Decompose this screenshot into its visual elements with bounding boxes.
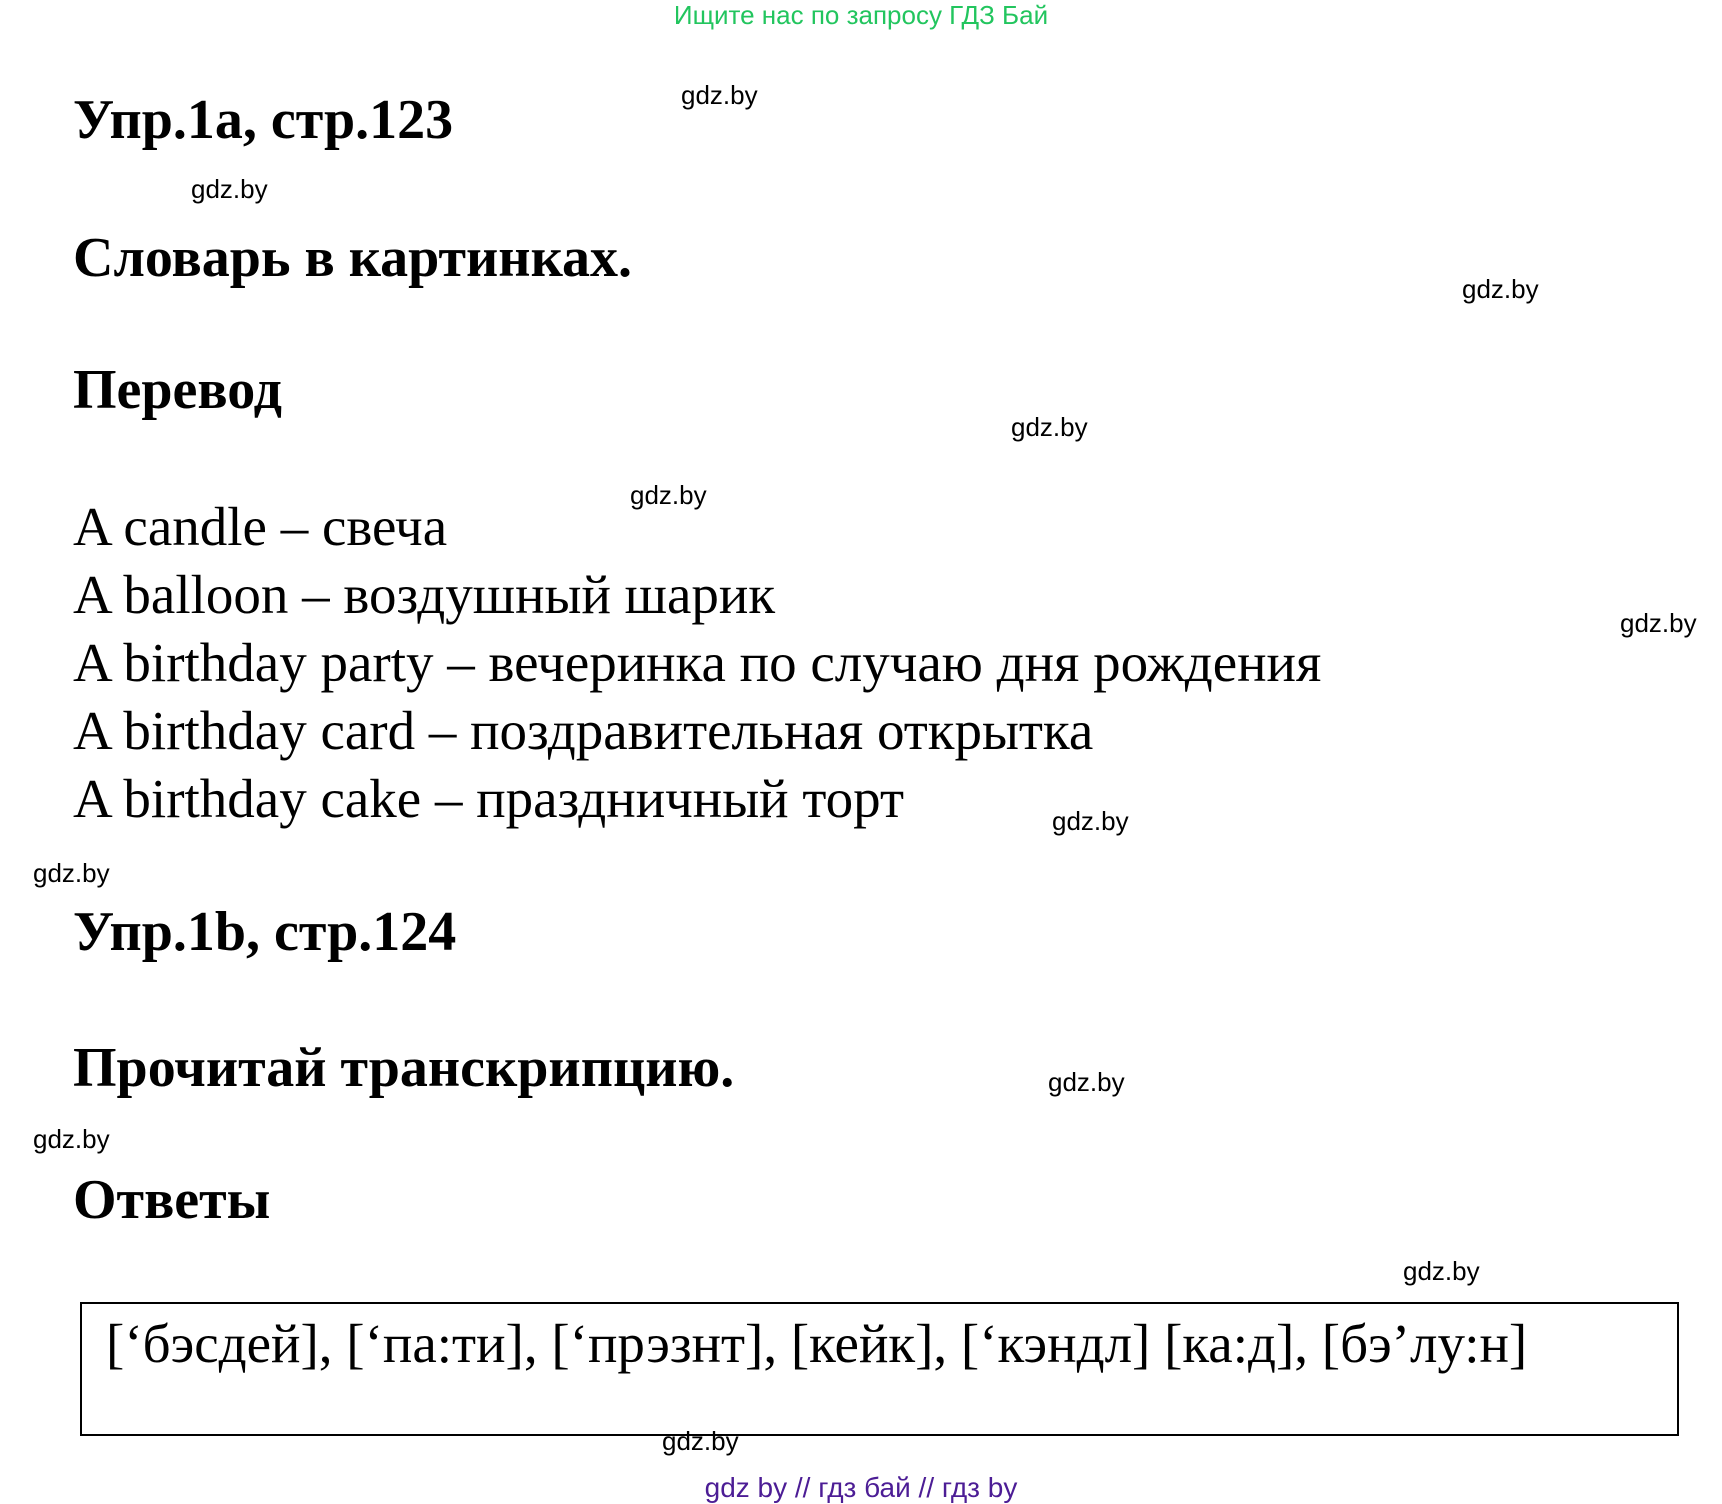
list-item: A birthday card – поздравительная открытка [73, 700, 1094, 761]
exercise-1a-section: Перевод [73, 359, 282, 421]
watermark: gdz.by [1620, 608, 1697, 638]
watermark: gdz.by [33, 1124, 110, 1154]
watermark: gdz.by [681, 80, 758, 110]
exercise-1b-title: Упр.1b, стр.124 [73, 901, 457, 963]
watermark: gdz.by [191, 174, 268, 204]
watermark: gdz.by [1011, 412, 1088, 442]
watermark: gdz.by [630, 480, 707, 510]
vocab-list [73, 493, 1321, 833]
watermark: gdz.by [1462, 274, 1539, 304]
watermark: gdz.by [1403, 1256, 1480, 1286]
answer-text: [‘бэсдей], [‘па:ти], [‘прэзнт], [кейк], [‘кэндл] [ка:д], [бэ’лу:н] [106, 1313, 1528, 1374]
exercise-1b-section: Ответы [73, 1169, 271, 1231]
answer-box [80, 1302, 1679, 1436]
exercise-1a-title: Упр.1a, стр.123 [73, 89, 454, 151]
list-item: A candle – свеча [73, 496, 448, 557]
list-item: A birthday cake – праздничный торт [73, 768, 904, 829]
footer: gdz by // гдз бай // гдз by [704, 1472, 1018, 1503]
list-item: A birthday party – вечеринка по случаю дня рождения [73, 632, 1322, 693]
exercise-1b-subtitle: Прочитай транскрипцию. [73, 1037, 735, 1099]
top-banner: Ищите нас по запросу ГДЗ Бай [673, 0, 1049, 30]
watermark: gdz.by [1052, 806, 1129, 836]
exercise-1a-subtitle: Словарь в картинках. [73, 227, 632, 289]
list-item: A balloon – воздушный шарик [73, 564, 776, 625]
watermark: gdz.by [33, 858, 110, 888]
watermark: gdz.by [1048, 1067, 1125, 1097]
watermark: gdz.by [662, 1426, 739, 1456]
